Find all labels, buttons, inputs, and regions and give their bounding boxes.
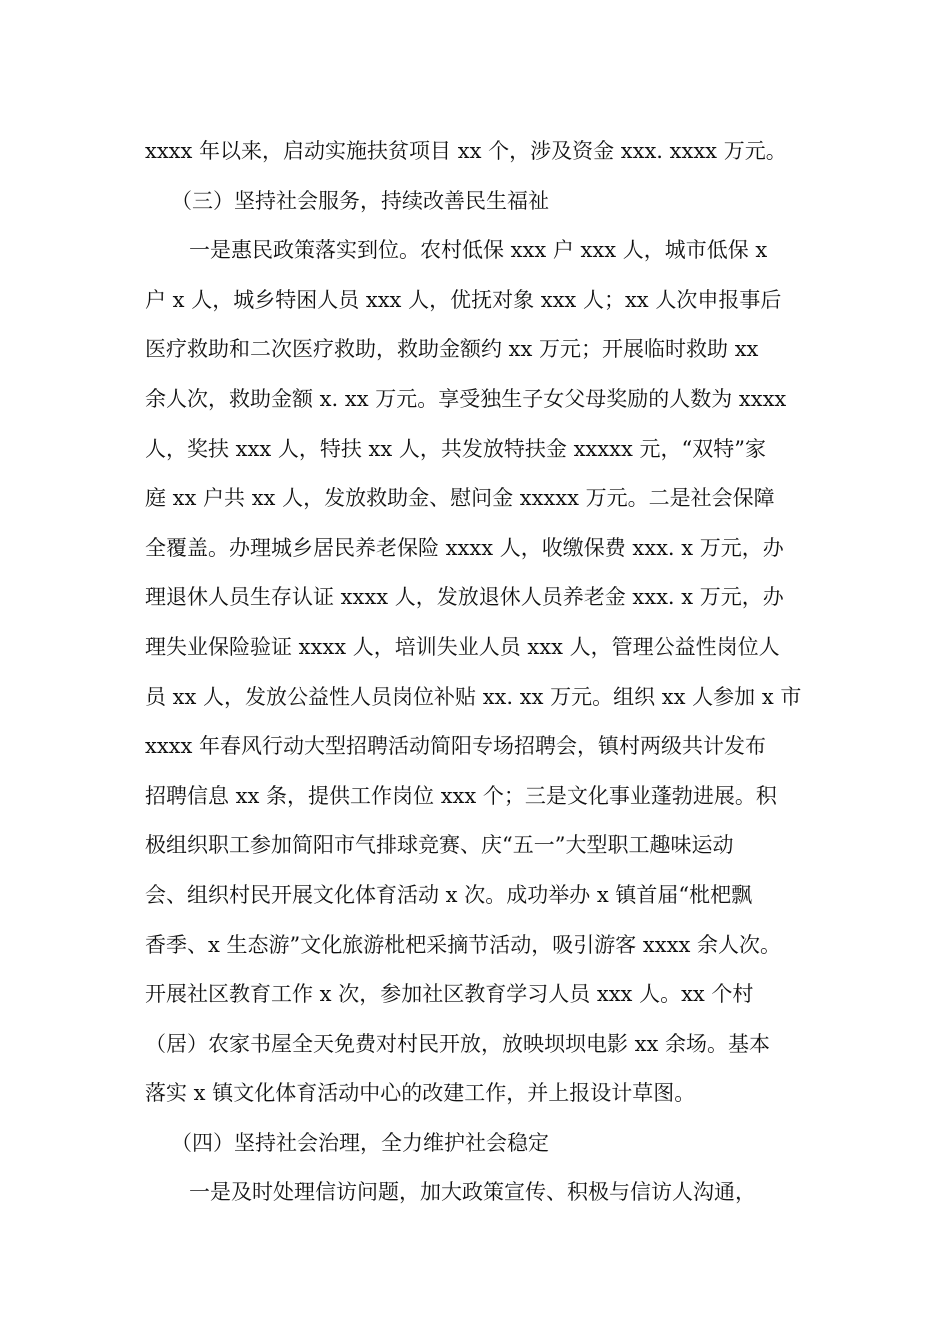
paragraph-first-line: 一是及时处理信访问题，加大政策宣传、积极与信访人沟通， (189, 1180, 756, 1205)
body-line: 招聘信息 xx 条，提供工作岗位 xxx 个；三是文化事业蓬勃进展。积 (145, 783, 777, 808)
body-line: 余人次，救助金额 x. xx 万元。享受独生子女父母奖励的人数为 xxxx (145, 386, 787, 411)
body-line: 户 x 人，城乡特困人员 xxx 人，优抚对象 xxx 人；xx 人次申报事后 (145, 287, 782, 312)
document-body (145, 127, 825, 1218)
body-line: 全覆盖。办理城乡居民养老保险 xxxx 人，收缴保费 xxx. x 万元，办 (145, 535, 784, 560)
body-line: 医疗救助和二次医疗救助，救助金额约 xx 万元；开展临时救助 xx (145, 337, 759, 362)
body-line: 理退休人员生存认证 xxxx 人，发放退休人员养老金 xxx. x 万元，办 (145, 585, 784, 610)
body-line: 香季、x 生态游”文化旅游枇杷采摘节活动，吸引游客 xxxx 余人次。 (145, 932, 781, 957)
body-line: xxxx 年以来，启动实施扶贫项目 xx 个，涉及资金 xxx. xxxx 万元。 (145, 139, 787, 163)
section-heading: （三）坚持社会服务，持续改善民生福祉 (171, 188, 549, 213)
body-line: 落实 x 镇文化体育活动中心的改建工作，并上报设计草图。 (145, 1081, 696, 1106)
section-heading: （四）坚持社会治理，全力维护社会稳定 (171, 1130, 549, 1155)
body-line: 庭 xx 户共 xx 人，发放救助金、慰问金 xxxxx 万元。二是社会保障 (145, 486, 775, 511)
body-line: 员 xx 人，发放公益性人员岗位补贴 xx. xx 万元。组织 xx 人参加 x 市 (145, 684, 802, 709)
body-line: 人，奖扶 xxx 人，特扶 xx 人，共发放特扶金 xxxxx 元，“双特”家 (145, 436, 766, 461)
body-line: 极组织职工参加简阳市气排球竞赛、庆“五一”大型职工趣味运动 (145, 833, 734, 858)
body-line: 开展社区教育工作 x 次，参加社区教育学习人员 xxx 人。xx 个村 (145, 982, 754, 1007)
body-line: 理失业保险验证 xxxx 人，培训失业人员 xxx 人，管理公益性岗位人 (145, 634, 780, 659)
body-line: xxxx 年春风行动大型招聘活动简阳专场招聘会，镇村两级共计发布 (145, 734, 767, 759)
body-line: 会、组织村民开展文化体育活动 x 次。成功举办 x 镇首届“枇杷飘 (145, 882, 753, 907)
body-line: （居）农家书屋全天免费对村民开放，放映坝坝电影 xx 余场。基本 (145, 1031, 771, 1056)
paragraph-first-line: 一是惠民政策落实到位。农村低保 xxx 户 xxx 人，城市低保 x (189, 238, 768, 263)
